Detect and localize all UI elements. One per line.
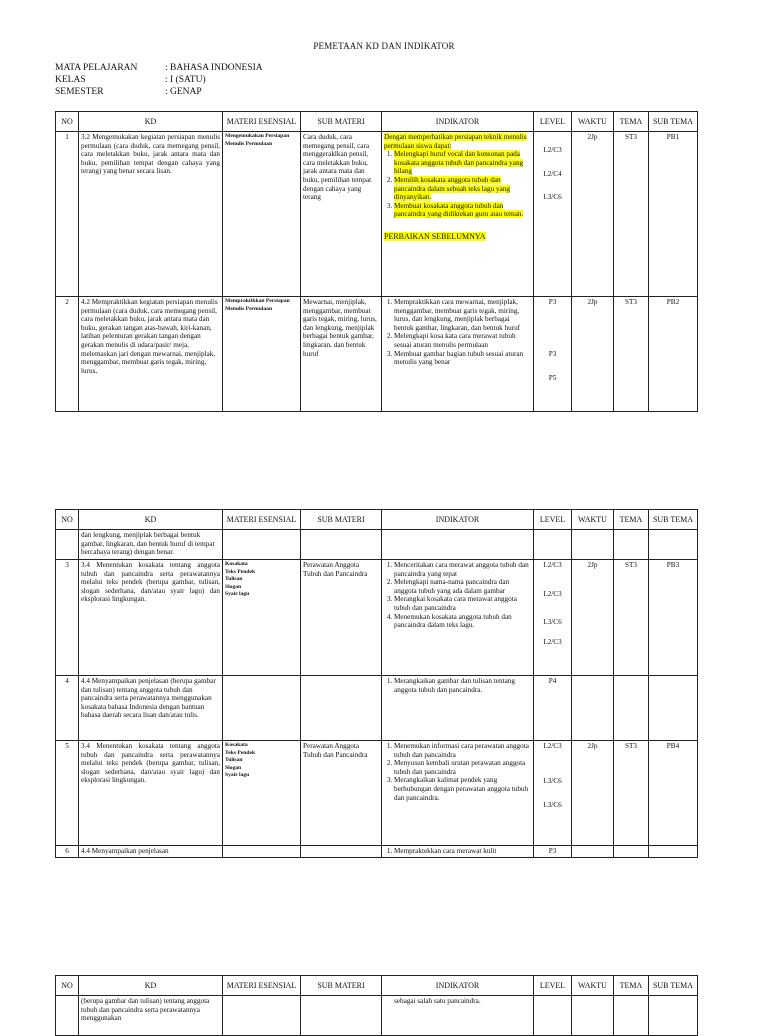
header-materi-esensial: MATERI ESENSIAL bbox=[223, 112, 301, 132]
indikator-list bbox=[384, 561, 531, 630]
header-indikator: INDIKATOR bbox=[382, 976, 534, 996]
meta-value-subject: : BAHASA INDONESIA bbox=[165, 63, 263, 73]
cell-tema: ST3 bbox=[614, 297, 649, 412]
header-sub-tema: SUB TEMA bbox=[649, 510, 698, 530]
table-row bbox=[56, 676, 698, 741]
mapping-table-page-3 bbox=[55, 975, 698, 1036]
cell-waktu: 2Jp bbox=[572, 297, 614, 412]
cell-sub-tema: PB4 bbox=[649, 741, 698, 846]
cell-level: L2/C3 L2/C3 L3/C6 L2/C3 bbox=[534, 560, 572, 676]
list-item: 1. Menemukan informasi cara perawatan anggota tubuh dan pancaindra bbox=[394, 742, 531, 759]
cell-sub-materi: Mewarnai, menjiplak, menggambar, membuat garis tegak, miring, lurus, dan lengkung, menjiplak berbagai bentuk gambar, lingkaran, dan bentuk huruf bbox=[301, 297, 382, 412]
cell-no: 1 bbox=[56, 132, 79, 297]
indikator-list bbox=[384, 150, 531, 219]
table-row bbox=[56, 530, 698, 560]
list-item: 1. Melengkapi huruf vocal dan konsonan pada kosakata anggota tubuh dan pancaindra yang hilang bbox=[394, 150, 531, 176]
list-item: 3. Membuat kosakata anggota tubuh dan pancaindra yang didiktekan guru atau teman. bbox=[394, 202, 531, 219]
cell-materi-esensial: Mengemukakan Persiapan Menulis Permulaan bbox=[223, 132, 301, 297]
header-no: NO bbox=[56, 510, 79, 530]
header-indikator: INDIKATOR bbox=[382, 112, 534, 132]
cell-materi-esensial: Mempraktikkan Persiapan Menulis Permulaan bbox=[223, 297, 301, 412]
table-row bbox=[56, 741, 698, 846]
cell-sub-tema: PB1 bbox=[649, 132, 698, 297]
cell-no: 2 bbox=[56, 297, 79, 412]
list-item: 2. Memilih kosakata anggota tubuh dan pancaindra dalam sebuah teks lagu yang dinyanyikan. bbox=[394, 176, 531, 202]
header-level: LEVEL bbox=[534, 112, 572, 132]
cell-materi-esensial: Kosakata Teks Pendek Tulisan Slogan Syair lagu bbox=[223, 741, 301, 846]
cell-indikator bbox=[382, 676, 534, 741]
meta-value-class: : I (SATU) bbox=[165, 75, 206, 85]
cell-waktu: 2Jp bbox=[572, 132, 614, 297]
perbaikan-label: PERBAIKAN SEBELUMNYA bbox=[384, 231, 486, 241]
cell-materi-esensial: Kosakata Teks Pendek Tulisan Slogan Syair lagu bbox=[223, 560, 301, 676]
list-item: 3. Membuat gambar bagian tubuh sesuai aturan menulis yang benar bbox=[394, 350, 531, 367]
header-tema: TEMA bbox=[614, 510, 649, 530]
table-row bbox=[56, 996, 698, 1036]
table-row bbox=[56, 846, 698, 858]
table-row bbox=[56, 560, 698, 676]
list-item: 1. Menceritakan cara merawat anggota tubuh dan pancaindra yang tepat bbox=[394, 561, 531, 578]
header-waktu: WAKTU bbox=[572, 976, 614, 996]
header-indikator: INDIKATOR bbox=[382, 510, 534, 530]
header-kd: KD bbox=[79, 976, 223, 996]
cell-sub-tema: PB2 bbox=[649, 297, 698, 412]
cell-no: 3 bbox=[56, 560, 79, 676]
mapping-table-page-2 bbox=[55, 509, 698, 858]
header-sub-materi: SUB MATERI bbox=[301, 976, 382, 996]
cell-no: 4 bbox=[56, 676, 79, 741]
cell-no: 6 bbox=[56, 846, 79, 858]
list-item: 2. Melengkapi nama-nama pancaindra dan anggota tubuh yang ada dalam gambar bbox=[394, 578, 531, 595]
list-item: 4. Menemukan kosakata anggota tubuh dan pancaindra dalam teks lagu. bbox=[394, 613, 531, 630]
cell-kd: 4.4 Menyampaikan penjelasan bbox=[79, 846, 223, 858]
header-materi-esensial: MATERI ESENSIAL bbox=[223, 976, 301, 996]
cell-kd: 3.2 Mengemukakan kegiatan persiapan menulis permulaan (cara duduk, cara memegang pensil, cara meletakkan buku, jarak antara mata dan buku, pemilihan tempat dengan cahaya yang terang) yang benar secara lisan. bbox=[79, 132, 223, 297]
header-kd: KD bbox=[79, 510, 223, 530]
header-materi-esensial: MATERI ESENSIAL bbox=[223, 510, 301, 530]
list-item: 2. Menyusun kembali urutan perawatan anggota tubuh dan pancaindra bbox=[394, 759, 531, 776]
cell-indikator bbox=[382, 846, 534, 858]
cell-waktu: 2Jp bbox=[572, 560, 614, 676]
page-title: PEMETAAN KD DAN INDIKATOR bbox=[313, 41, 455, 51]
cell-kd: 4.2 Mempraktikkan kegiatan persiapan menulis permulaan (cara duduk, cara memegang pensil, cara meletakkan buku, jarak antara mata dan buku, gerakan tangan atas-bawah, kiri-kanan, latihan pelenturan gerakan tangan dengan gerakan menulis di udara/pasir/ meja, melemaskan jari dengan mewarnai, menjiplak, menggambar, membuat garis tegak, miring, lurus, bbox=[79, 297, 223, 412]
indikator-continuation: sebagai salah satu pancaindra. bbox=[394, 997, 481, 1005]
cell-indikator bbox=[382, 741, 534, 846]
header-kd: KD bbox=[79, 112, 223, 132]
indikator-list bbox=[384, 847, 531, 856]
indikator-intro: Dengan memperhatikan persiapan teknik menulis permulaan siswa dapat: bbox=[384, 133, 527, 150]
table-row bbox=[56, 132, 698, 297]
meta-label-subject: MATA PELAJARAN bbox=[55, 63, 138, 73]
cell-no: 5 bbox=[56, 741, 79, 846]
cell-no bbox=[56, 996, 79, 1036]
cell-kd: 4.4 Menyampaikan penjelasan (berupa gambar dan tulisan) tentang anggota tubuh dan pancaindra serta perawatannya menggunakan kosakata bahasa Indonesia dengan bantuan bahasa daerah secara lisan dan/atau tulis. bbox=[79, 676, 223, 741]
header-sub-materi: SUB MATERI bbox=[301, 510, 382, 530]
cell-waktu: 2Jp bbox=[572, 741, 614, 846]
indikator-list bbox=[384, 298, 531, 367]
cell-tema: ST3 bbox=[614, 741, 649, 846]
table-row bbox=[56, 297, 698, 412]
header-sub-materi: SUB MATERI bbox=[301, 112, 382, 132]
cell-sub-materi: Perawatan Anggota Tubuh dan Pancaindra bbox=[301, 560, 382, 676]
meta-value-semester: : GENAP bbox=[165, 87, 202, 97]
header-no: NO bbox=[56, 976, 79, 996]
cell-kd: 3.4 Menentukan kosakata tentang anggota tubuh dan pancaindra serta perawatannya melalui teks pendek (berupa gambar, tulisan, slogan sederhana, dan/atau syair lagu) dan eksplorasi lingkungan. bbox=[79, 741, 223, 846]
cell-level: P3 P3 P5 bbox=[534, 297, 572, 412]
cell-sub-tema: PB3 bbox=[649, 560, 698, 676]
cell-indikator bbox=[382, 297, 534, 412]
list-item: 3. Merangkaikan kalimat pendek yang berhubungan dengan perawatan anggota tubuh dan pancaindra. bbox=[394, 776, 531, 802]
header-waktu: WAKTU bbox=[572, 112, 614, 132]
header-waktu: WAKTU bbox=[572, 510, 614, 530]
meta-label-class: KELAS bbox=[55, 75, 86, 85]
cell-sub-materi: Cara duduk, cara memegang pensil, cara menggeraklkan pensil, cara meletakkan buku, jarak antara mata dan buku, pemilihan tempat dengan cahaya yang terang bbox=[301, 132, 382, 297]
list-item: 1. Merangkaikan gambar dan tulisan tentang anggota tubuh dan pancaindra. bbox=[394, 677, 531, 694]
list-item: 1. Mempraktikkan cara mewarnai, menjiplak, menggambar, membuat garis tegak, miring, lurus, dan lengkung, menjiplak berbagai bentuk gambar, lingkaran, dan bentuk huruf bbox=[394, 298, 531, 332]
document-meta bbox=[55, 62, 263, 98]
cell-level: P4 bbox=[534, 676, 572, 741]
list-item: 3. Merangkai kosakata cara merawat anggota tubuh dan pancaindra bbox=[394, 595, 531, 612]
cell-kd: (berupa gambar dan tulisan) tentang anggota tubuh dan pancaindra serta perawatannya menggunakan bbox=[79, 996, 223, 1036]
cell-kd: 3.4 Menentukan kosakata tentang anggota tubuh dan pancaindra serta perawatannya melalui teks pendek (berupa gambar, tulisan, slogan sederhana, dan/atau syair lagu) dan eksplorasi lingkungan. bbox=[79, 560, 223, 676]
header-sub-tema: SUB TEMA bbox=[649, 112, 698, 132]
table-header-row bbox=[56, 976, 698, 996]
table-header-row bbox=[56, 510, 698, 530]
indikator-list bbox=[384, 677, 531, 694]
mapping-table-page-1 bbox=[55, 111, 698, 412]
cell-indikator bbox=[382, 132, 534, 297]
cell-level: L2/C3 L2/C4 L3/C6 bbox=[534, 132, 572, 297]
header-level: LEVEL bbox=[534, 976, 572, 996]
cell-level: L2/C3 L3/C6 L3/C6 bbox=[534, 741, 572, 846]
list-item: 2. Melengkapi kosa kata cara merawat tubuh sesuai aturan menulis permulaan bbox=[394, 332, 531, 349]
indikator-list bbox=[384, 742, 531, 802]
header-tema: TEMA bbox=[614, 976, 649, 996]
cell-indikator bbox=[382, 996, 534, 1036]
cell-tema: ST3 bbox=[614, 132, 649, 297]
cell-level: P3 bbox=[534, 846, 572, 858]
cell-tema: ST3 bbox=[614, 560, 649, 676]
cell-indikator bbox=[382, 560, 534, 676]
header-level: LEVEL bbox=[534, 510, 572, 530]
cell-no bbox=[56, 530, 79, 560]
meta-label-semester: SEMESTER bbox=[55, 87, 104, 97]
header-tema: TEMA bbox=[614, 112, 649, 132]
header-sub-tema: SUB TEMA bbox=[649, 976, 698, 996]
table-header-row bbox=[56, 112, 698, 132]
cell-kd: dan lengkung, menjiplak berbagai bentuk gambar, lingkaran, dan bentuk huruf di tempat bercahaya terang) dengan benar. bbox=[79, 530, 223, 560]
cell-sub-materi: Perawatan Anggota Tubuh dan Pancaindra bbox=[301, 741, 382, 846]
list-item: 1. Mempraktekkan cara merawat kulit bbox=[394, 847, 531, 856]
header-no: NO bbox=[56, 112, 79, 132]
